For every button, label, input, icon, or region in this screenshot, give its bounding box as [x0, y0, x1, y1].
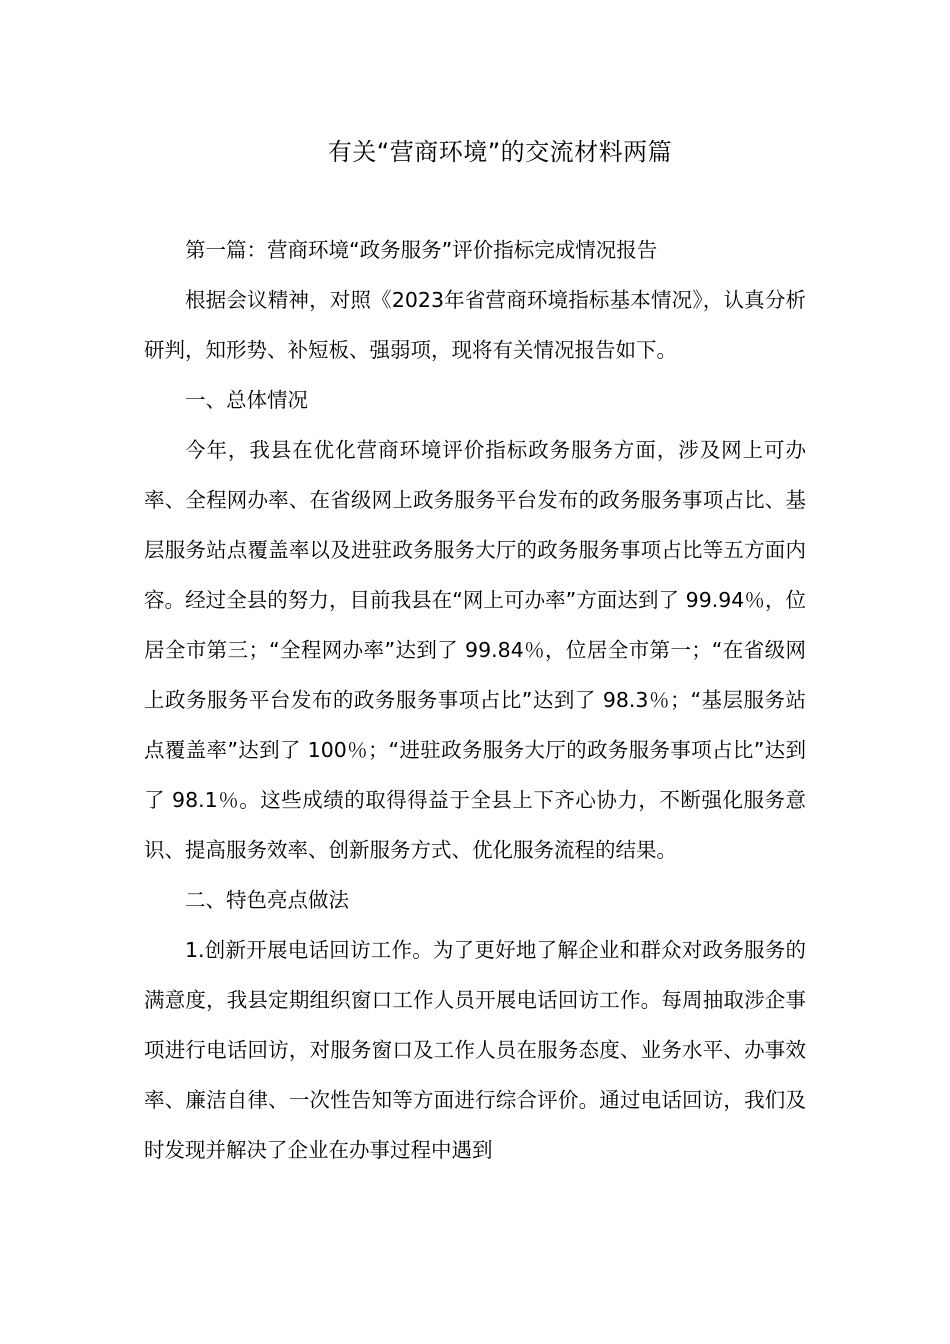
section-heading-overall: 一、总体情况: [185, 388, 308, 412]
document-body: [144, 225, 806, 1175]
section-heading-highlights: 二、特色亮点做法: [185, 888, 349, 912]
paragraph-phone-visit: 1.创新开展电话回访工作。为了更好地了解企业和群众对政务服务的满意度，我县定期组织窗口工作人员开展电话回访工作。每周抽取涉企事项进行电话回访，对服务窗口及工作人员在服务态度、业务水平、办事效率、廉洁自律、一次性告知等方面进行综合评价。通过电话回访，我们及时发现并解决了企业在办事过程中遇到: [144, 938, 806, 1162]
document-title: 有关“营商环境”的交流材料两篇: [327, 138, 673, 166]
paragraph-overall: 今年，我县在优化营商环境评价指标政务服务方面，涉及网上可办率、全程网办率、在省级网上政务服务平台发布的政务服务事项占比、基层服务站点覆盖率以及进驻政务服务大厅的政务服务事项占比等五方面内容。经过全县的努力，目前我县在“网上可办率”方面达到了 99.94％，位居全市第三；“全程网办率”达到了 99.84％，位居全市第一；“在省级网上政务服务平台发布的政务服务事项占比”达到了 98.3％；“基层服务站点覆盖率”达到了 100％；“进驻政务服务大厅的政务服务事项占比”达到了 98.1％。这些成绩的取得得益于全县上下齐心协力，不断强化服务意识、提高服务效率、创新服务方式、优化服务流程的结果。: [144, 438, 806, 862]
section-heading-part-one: 第一篇：营商环境“政务服务”评价指标完成情况报告: [185, 238, 658, 262]
paragraph-intro: 根据会议精神，对照《2023年省营商环境指标基本情况》，认真分析研判，知形势、补短板、强弱项，现将有关情况报告如下。: [144, 288, 806, 362]
